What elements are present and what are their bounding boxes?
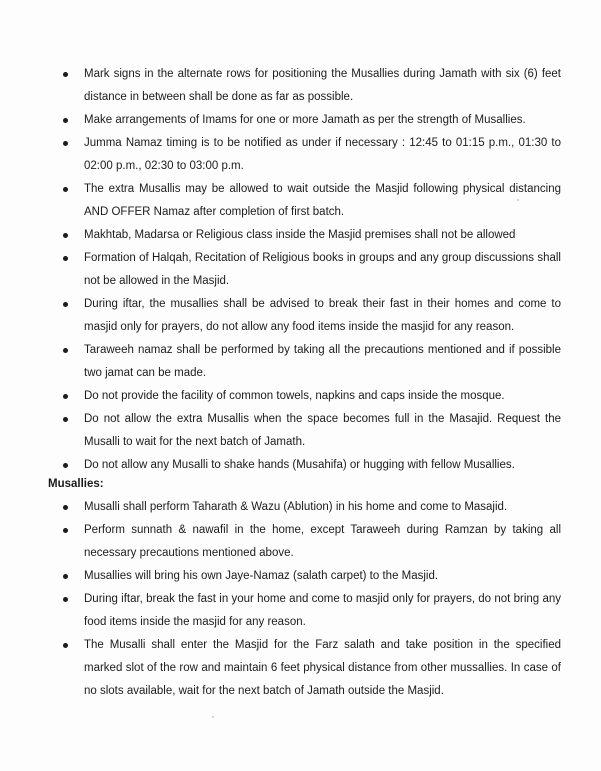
list-item bbox=[0, 293, 601, 339]
list-item-text: Perform sunnath & nawafil in the home, except Taraweeh during Ramzan by taking all necessary precautions mentioned above. bbox=[84, 524, 561, 559]
list-item-text: Do not allow any Musalli to shake hands (Musahifa) or hugging with fellow Musallies. bbox=[84, 459, 515, 471]
bullet-icon bbox=[63, 643, 68, 648]
list-item bbox=[0, 109, 601, 132]
list-item-text: Makhtab, Madarsa or Religious class inside the Masjid premises shall not be allowed bbox=[84, 229, 516, 241]
bullet-icon bbox=[63, 187, 68, 192]
list-item bbox=[0, 178, 601, 224]
bullet-icon bbox=[63, 256, 68, 261]
bullet-icon bbox=[63, 72, 68, 77]
list-item-text: Mark signs in the alternate rows for positioning the Musallies during Jamath with six (6) feet distance in between shall be done as far as possible. bbox=[84, 68, 561, 103]
bullet-icon bbox=[63, 597, 68, 602]
list-item-text: Do not provide the facility of common towels, napkins and caps inside the mosque. bbox=[84, 390, 505, 402]
scan-speck bbox=[517, 199, 519, 201]
list-item bbox=[0, 247, 601, 293]
list-item bbox=[0, 224, 601, 247]
list-item bbox=[0, 496, 601, 519]
list-item bbox=[0, 339, 601, 385]
bullet-icon bbox=[63, 528, 68, 533]
list-item-text: During iftar, break the fast in your home and come to masjid only for prayers, do not bring any food items inside the masjid for any reason. bbox=[84, 593, 561, 628]
bullet-icon bbox=[63, 505, 68, 510]
list-item bbox=[0, 588, 601, 634]
bullet-icon bbox=[63, 417, 68, 422]
bullet-icon bbox=[63, 463, 68, 468]
bullet-icon bbox=[63, 233, 68, 238]
bullet-icon bbox=[63, 348, 68, 353]
list-item bbox=[0, 565, 601, 588]
list-item-text: Make arrangements of Imams for one or more Jamath as per the strength of Musallies. bbox=[84, 114, 526, 126]
section-heading: Musallies: bbox=[48, 478, 104, 490]
bullet-icon bbox=[63, 141, 68, 146]
list-item bbox=[0, 408, 601, 454]
list-item-text: Do not allow the extra Musallis when the space becomes full in the Masajid. Request the Musalli to wait for the next batch of Jamath. bbox=[84, 413, 561, 448]
masjid-guidelines-list bbox=[0, 63, 601, 477]
list-item-text: The extra Musallis may be allowed to wait outside the Masjid following physical distancing AND OFFER Namaz after completion of first batch. bbox=[84, 183, 561, 218]
musallies-guidelines-list bbox=[0, 496, 601, 703]
list-item bbox=[0, 385, 601, 408]
bullet-icon bbox=[63, 394, 68, 399]
list-item-text: During iftar, the musallies shall be advised to break their fast in their homes and come to masjid only for prayers, do not allow any food items inside the masjid for any reason. bbox=[84, 298, 561, 333]
list-item bbox=[0, 634, 601, 703]
list-item-text: Jumma Namaz timing is to be notified as under if necessary : 12:45 to 01:15 p.m., 01:30 to 02:00 p.m., 02:30 to 03:00 p.m. bbox=[84, 137, 561, 172]
bullet-icon bbox=[63, 574, 68, 579]
list-item-text: Musallies will bring his own Jaye-Namaz (salath carpet) to the Masjid. bbox=[84, 570, 439, 582]
list-item bbox=[0, 519, 601, 565]
list-item-text: Taraweeh namaz shall be performed by taking all the precautions mentioned and if possible two jamat can be made. bbox=[84, 344, 561, 379]
list-item bbox=[0, 132, 601, 178]
list-item-text: Musalli shall perform Taharath & Wazu (Ablution) in his home and come to Masajid. bbox=[84, 501, 508, 513]
list-item bbox=[0, 63, 601, 109]
scan-speck bbox=[212, 716, 214, 718]
bullet-icon bbox=[63, 302, 68, 307]
list-item-text: Formation of Halqah, Recitation of Religious books in groups and any group discussions shall not be allowed in the Masjid. bbox=[84, 252, 561, 287]
bullet-icon bbox=[63, 118, 68, 123]
list-item-text: The Musalli shall enter the Masjid for the Farz salath and take position in the specified marked slot of the row and maintain 6 feet physical distance from other mussallies. In case of no slots available, wait for the next batch of Jamath outside the Masjid. bbox=[84, 639, 561, 697]
